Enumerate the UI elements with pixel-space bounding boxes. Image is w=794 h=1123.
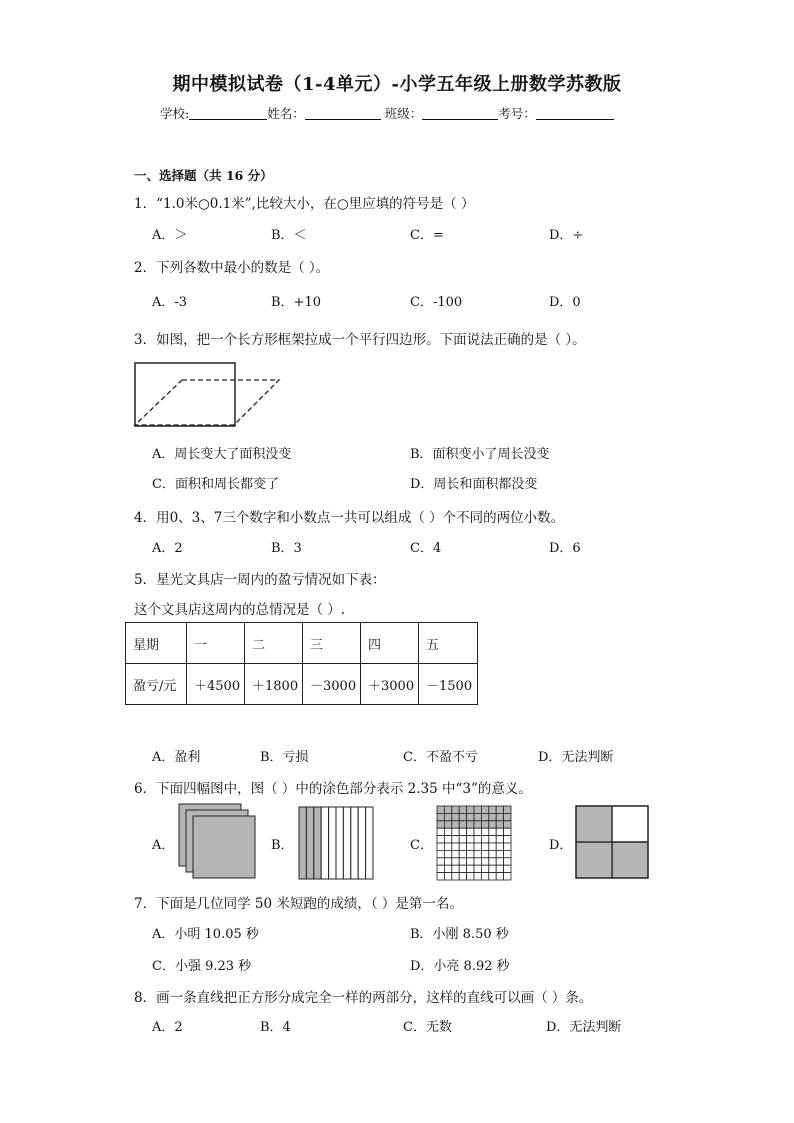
grid-cell <box>481 828 488 835</box>
stripe-cell <box>329 807 336 879</box>
table-cell: 四 <box>361 623 419 664</box>
grid-cell <box>496 806 503 813</box>
table-cell: 一 <box>187 623 245 664</box>
grid-cell <box>474 828 481 835</box>
grid-cell <box>474 873 481 880</box>
grid-cell <box>467 873 474 880</box>
grid-cell <box>437 858 444 865</box>
grid-cell <box>481 850 488 857</box>
question-5: 5．星光文具店一周内的盈亏情况如下表： <box>134 572 386 588</box>
q6-option-b[interactable]: B． <box>271 838 294 853</box>
grid-cell <box>459 865 466 872</box>
grid-cell <box>444 806 451 813</box>
q4-option-d[interactable]: D．6 <box>549 541 581 556</box>
q6-option-a[interactable]: A． <box>152 838 175 853</box>
grid-cell <box>474 806 481 813</box>
grid-cell <box>452 806 459 813</box>
grid-cell <box>481 873 488 880</box>
q5-option-a[interactable]: A．盈利 <box>152 750 201 765</box>
table-cell: －3000 <box>303 664 361 705</box>
grid-cell <box>474 821 481 828</box>
grid-cell <box>437 850 444 857</box>
grid-cell <box>452 821 459 828</box>
grid-cell <box>444 858 451 865</box>
grid-cell <box>467 865 474 872</box>
q3-option-a[interactable]: A．周长变大了面积没变 <box>152 447 292 462</box>
grid-cell <box>489 858 496 865</box>
grid-cell <box>504 850 511 857</box>
grid-cell <box>444 813 451 820</box>
grid-cell <box>459 858 466 865</box>
section-heading: 一、选择题（共 16 分） <box>134 168 273 183</box>
grid-cell <box>474 865 481 872</box>
grid-cell <box>474 836 481 843</box>
hundredths-grid-figure <box>436 805 512 881</box>
grid-cell <box>444 821 451 828</box>
stripe-cell <box>299 807 306 879</box>
grid-cell <box>467 836 474 843</box>
grid-cell <box>496 813 503 820</box>
grid-cell <box>489 873 496 880</box>
grid-cell <box>474 858 481 865</box>
q3-option-d[interactable]: D．周长和面积都没变 <box>410 477 538 492</box>
question-7: 7．下面是几位同学 50 米短跑的成绩，（ ）是第一名。 <box>134 896 463 912</box>
school-blank[interactable] <box>189 106 267 120</box>
grid-cell <box>452 828 459 835</box>
grid-cell <box>437 821 444 828</box>
q2-option-d[interactable]: D．0 <box>549 295 581 310</box>
q2-option-b[interactable]: B．+10 <box>271 295 321 310</box>
stripe-cell <box>336 807 343 879</box>
q4-option-b[interactable]: B．3 <box>271 541 302 556</box>
grid-cell <box>459 806 466 813</box>
page-title: 期中模拟试卷（1-4单元）-小学五年级上册数学苏教版 <box>172 74 622 95</box>
stripe-cell <box>321 807 328 879</box>
q8-option-a[interactable]: A．2 <box>152 1020 183 1035</box>
grid-cell <box>437 873 444 880</box>
grid-cell <box>489 806 496 813</box>
grid-cell <box>452 836 459 843</box>
class-blank[interactable] <box>422 106 498 120</box>
q7-option-c[interactable]: C．小强 9.23 秒 <box>152 959 252 974</box>
grid-cell <box>474 850 481 857</box>
q4-option-c[interactable]: C．4 <box>410 541 442 556</box>
grid-cell <box>496 836 503 843</box>
grid-cell <box>504 828 511 835</box>
grid-cell <box>459 813 466 820</box>
q3-option-b[interactable]: B．面积变小了周长没变 <box>410 447 550 462</box>
table-row <box>126 623 478 664</box>
grid-cell <box>437 813 444 820</box>
grid-cell <box>489 813 496 820</box>
grid-cell <box>496 865 503 872</box>
grid-cell <box>467 806 474 813</box>
grid-cell <box>452 858 459 865</box>
grid-cell <box>467 843 474 850</box>
grid-cell <box>504 813 511 820</box>
grid-cell <box>452 873 459 880</box>
q5-option-d[interactable]: D．无法判断 <box>538 750 614 765</box>
stripe-cell <box>314 807 321 879</box>
school-label: 学校: <box>160 106 190 121</box>
id-blank[interactable] <box>536 106 614 120</box>
grid-cell <box>444 843 451 850</box>
q1-option-d[interactable]: D．÷ <box>549 228 584 243</box>
grid-cell <box>452 843 459 850</box>
grid-cell <box>444 865 451 872</box>
table-cell: 三 <box>303 623 361 664</box>
table-row <box>126 664 478 705</box>
table-cell: 二 <box>245 623 303 664</box>
grid-cell <box>481 813 488 820</box>
stripe-cell <box>351 807 358 879</box>
stripe-cell <box>358 807 365 879</box>
id-label: 考号： <box>498 106 536 121</box>
grid-cell <box>452 850 459 857</box>
grid-cell <box>459 843 466 850</box>
name-label: 姓名： <box>267 106 305 121</box>
grid-cell <box>452 865 459 872</box>
grid-cell <box>437 806 444 813</box>
grid-cell <box>481 806 488 813</box>
grid-cell <box>444 873 451 880</box>
question-5-prompt: 这个文具店这周内的总情况是（ ）. <box>134 602 346 618</box>
grid-cell <box>459 828 466 835</box>
profit-loss-table <box>125 622 478 705</box>
grid-cell <box>452 813 459 820</box>
question-6: 6．下面四幅图中，图（ ）中的涂色部分表示 2.35 中“3”的意义。 <box>134 781 532 797</box>
q2-option-c[interactable]: C．-100 <box>410 295 463 310</box>
grid-cell <box>459 873 466 880</box>
q5-option-b[interactable]: B．亏损 <box>260 750 309 765</box>
grid-cell <box>496 858 503 865</box>
grid-cell <box>504 865 511 872</box>
question-8: 8．画一条直线把正方形分成完全一样的两部分，这样的直线可以画（ ）条。 <box>134 990 593 1006</box>
grid-cell <box>489 843 496 850</box>
q1-option-a[interactable]: A．＞ <box>152 228 188 243</box>
grid-cell <box>504 821 511 828</box>
grid-cell <box>459 836 466 843</box>
grid-cell <box>467 858 474 865</box>
stripe-cell <box>306 807 313 879</box>
grid-cell <box>444 850 451 857</box>
question-3: 3．如图，把一个长方形框架拉成一个平行四边形。下面说法正确的是（ ）。 <box>134 332 586 348</box>
grid-cell <box>481 836 488 843</box>
three-squares-figure <box>178 803 260 879</box>
grid-cell <box>489 836 496 843</box>
grid-cell <box>504 806 511 813</box>
rectangle-parallelogram-figure <box>134 362 284 428</box>
grid-cell <box>444 836 451 843</box>
q8-option-b[interactable]: B．4 <box>260 1020 291 1035</box>
grid-cell <box>496 850 503 857</box>
grid-cell <box>489 828 496 835</box>
grid-cell <box>467 850 474 857</box>
grid-cell <box>467 813 474 820</box>
q5-option-c[interactable]: C．不盈不亏 <box>403 750 478 765</box>
grid-cell <box>481 865 488 872</box>
quarters-square-figure <box>575 805 649 879</box>
grid-cell <box>481 821 488 828</box>
q7-option-a[interactable]: A．小明 10.05 秒 <box>152 927 259 942</box>
grid-cell <box>496 821 503 828</box>
question-4: 4．用0、3、7三个数字和小数点一共可以组成（ ）个不同的两位小数。 <box>134 510 565 526</box>
class-label: 班级： <box>384 106 423 121</box>
grid-cell <box>496 828 503 835</box>
q6-option-d[interactable]: D． <box>549 838 573 853</box>
grid-cell <box>481 858 488 865</box>
table-cell: －1500 <box>419 664 478 705</box>
grid-cell <box>444 828 451 835</box>
q4-option-a[interactable]: A．2 <box>152 541 183 556</box>
table-cell: ＋4500 <box>187 664 245 705</box>
grid-cell <box>467 828 474 835</box>
stripe-cell <box>366 807 373 879</box>
q3-option-c[interactable]: C．面积和周长都变了 <box>152 477 279 492</box>
q2-option-a[interactable]: A．-3 <box>152 295 188 310</box>
stripe-cell <box>343 807 350 879</box>
table-cell: 五 <box>419 623 478 664</box>
grid-cell <box>496 873 503 880</box>
grid-cell <box>459 850 466 857</box>
q6-option-c[interactable]: C． <box>410 838 433 853</box>
grid-cell <box>489 850 496 857</box>
grid-cell <box>459 821 466 828</box>
q7-option-b[interactable]: B．小刚 8.50 秒 <box>410 927 509 942</box>
grid-cell <box>437 828 444 835</box>
grid-cell <box>504 858 511 865</box>
q1-option-b[interactable]: B．＜ <box>271 228 307 243</box>
name-blank[interactable] <box>305 106 381 120</box>
grid-cell <box>467 821 474 828</box>
grid-cell <box>474 843 481 850</box>
table-cell: ＋3000 <box>361 664 419 705</box>
grid-cell <box>504 836 511 843</box>
grid-cell <box>481 843 488 850</box>
grid-cell <box>489 821 496 828</box>
table-cell: 星期 <box>126 623 187 664</box>
grid-cell <box>489 865 496 872</box>
grid-cell <box>437 836 444 843</box>
table-cell: 盈亏/元 <box>126 664 187 705</box>
grid-cell <box>437 843 444 850</box>
grid-cell <box>496 843 503 850</box>
student-info-line <box>160 104 614 122</box>
question-2: 2．下列各数中最小的数是（ ）。 <box>134 260 330 276</box>
tenths-stripes-figure <box>298 806 374 880</box>
grid-cell <box>437 865 444 872</box>
q8-option-c[interactable]: C．无数 <box>403 1020 452 1035</box>
q7-option-d[interactable]: D．小亮 8.92 秒 <box>410 959 510 974</box>
grid-cell <box>474 813 481 820</box>
question-1: 1．“1.0米○0.1米”,比较大小，在○里应填的符号是（ ） <box>134 196 475 212</box>
table-cell: ＋1800 <box>245 664 303 705</box>
grid-cell <box>504 873 511 880</box>
grid-cell <box>504 843 511 850</box>
q8-option-d[interactable]: D．无法判断 <box>546 1020 622 1035</box>
q1-option-c[interactable]: C．= <box>410 228 444 243</box>
